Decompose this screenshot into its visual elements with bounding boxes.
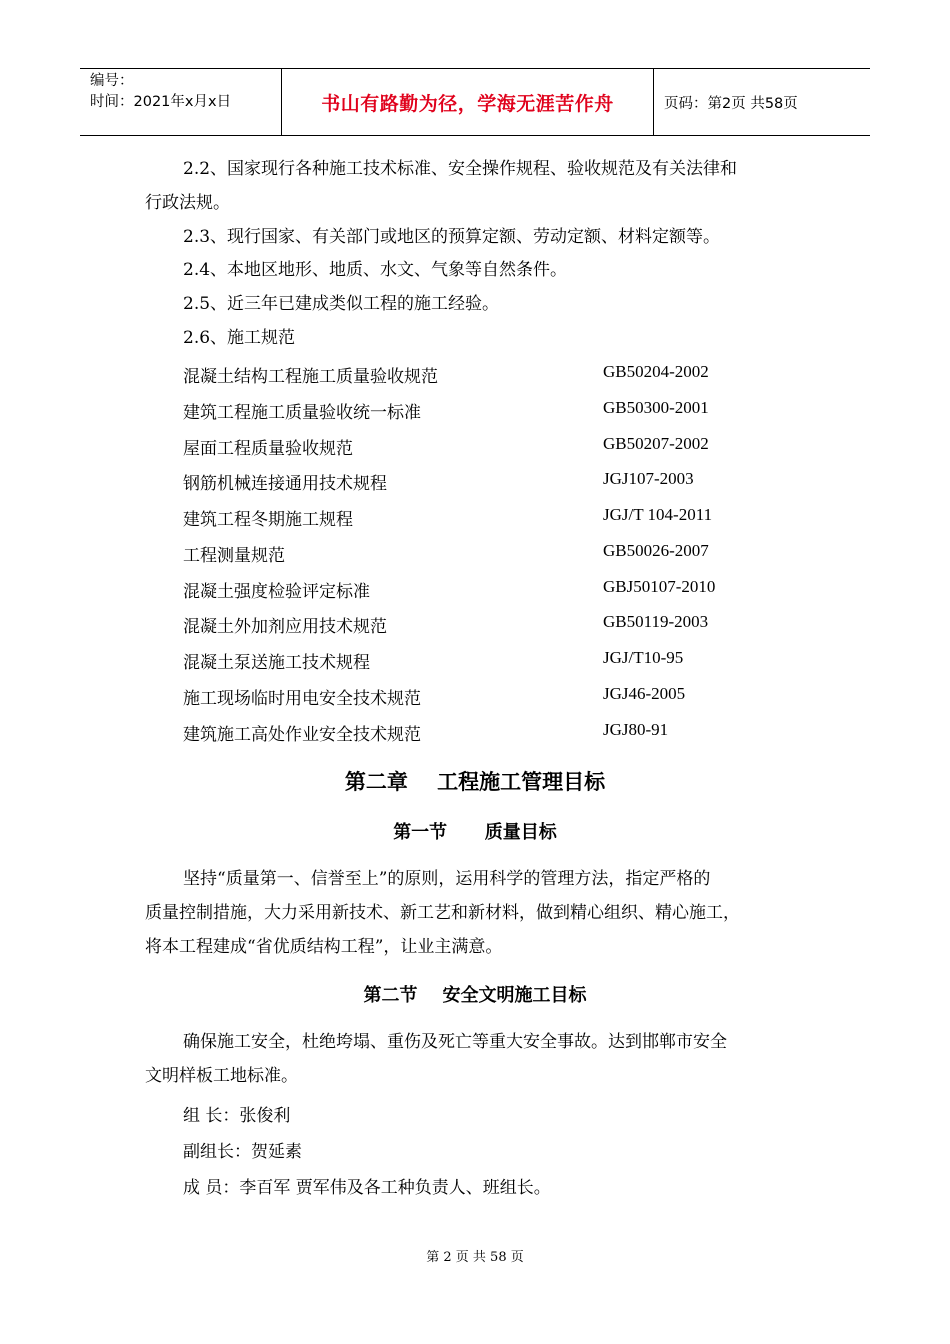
standard-code: GB50204-2002	[603, 362, 709, 381]
standard-code: GB50207-2002	[603, 434, 709, 453]
section2-title: 第二节 安全文明施工目标	[363, 985, 587, 1006]
standard-name: 建筑工程冬期施工规程	[183, 510, 353, 530]
time-label: 时间：2021年x月x日	[90, 94, 232, 110]
standard-code: JGJ80-91	[603, 720, 669, 739]
section1-line: 质量控制措施，大力采用新技术、新工艺和新材料，做到精心组织、精心施工，	[145, 903, 740, 923]
page-header	[80, 68, 870, 136]
section1-line: 坚持“质量第一、信誉至上”的原则，运用科学的管理方法，指定严格的	[183, 869, 711, 889]
standard-name: 施工现场临时用电安全技术规范	[183, 689, 421, 709]
standard-code: JGJ/T 104-2011	[603, 505, 713, 524]
basis-2-2-line1: 2.2、国家现行各种施工技术标准、安全操作规程、验收规范及有关法律和	[183, 159, 738, 179]
chapter-title: 第二章 工程施工管理目标	[344, 770, 606, 794]
header-motto: 书山有路勤为径，学海无涯苦作舟	[282, 69, 654, 135]
basis-2-5: 2.5、近三年已建成类似工程的施工经验。	[183, 294, 500, 314]
standard-name: 工程测量规范	[183, 546, 285, 566]
standard-name: 钢筋机械连接通用技术规程	[183, 474, 387, 494]
page-footer: 第 2 页 共 58 页	[426, 1250, 524, 1265]
standard-name: 混凝土泵送施工技术规程	[183, 653, 370, 673]
standard-code: GBJ50107-2010	[603, 577, 716, 596]
section1-line: 将本工程建成“省优质结构工程”，让业主满意。	[145, 937, 503, 957]
basis-2-6: 2.6、施工规范	[183, 328, 296, 348]
standard-code: JGJ/T10-95	[603, 648, 684, 667]
standard-code: GB50026-2007	[603, 541, 709, 560]
basis-2-2-line2: 行政法规。	[145, 193, 230, 213]
standard-name: 混凝土结构工程施工质量验收规范	[183, 367, 438, 387]
standard-name: 建筑工程施工质量验收统一标准	[183, 403, 421, 423]
section1-title: 第一节 质量目标	[393, 822, 557, 843]
number-label: 编号：	[90, 73, 134, 89]
standard-code: JGJ46-2005	[603, 684, 686, 703]
basis-2-3: 2.3、现行国家、有关部门或地区的预算定额、劳动定额、材料定额等。	[183, 227, 721, 247]
standard-code: GB50119-2003	[603, 612, 709, 631]
basis-2-4: 2.4、本地区地形、地质、水文、气象等自然条件。	[183, 260, 568, 280]
standard-name: 混凝土外加剂应用技术规范	[183, 617, 387, 637]
section2-line: 文明样板工地标准。	[145, 1066, 298, 1086]
team-members: 成 员：李百军 贾军伟及各工种负责人、班组长。	[183, 1178, 551, 1198]
header-page-info: 页码：第2页 共58页	[664, 95, 798, 112]
standard-name: 建筑施工高处作业安全技术规范	[183, 725, 421, 745]
standard-code: GB50300-2001	[603, 398, 709, 417]
team-deputy: 副组长：贺延素	[183, 1142, 302, 1162]
standard-code: JGJ107-2003	[603, 469, 694, 488]
team-leader: 组 长：张俊利	[183, 1106, 291, 1126]
section2-line: 确保施工安全，杜绝垮塌、重伤及死亡等重大安全事故。达到邯郸市安全	[183, 1032, 727, 1052]
standard-name: 屋面工程质量验收规范	[183, 439, 353, 459]
header-meta	[80, 69, 282, 135]
standard-name: 混凝土强度检验评定标准	[183, 582, 370, 602]
